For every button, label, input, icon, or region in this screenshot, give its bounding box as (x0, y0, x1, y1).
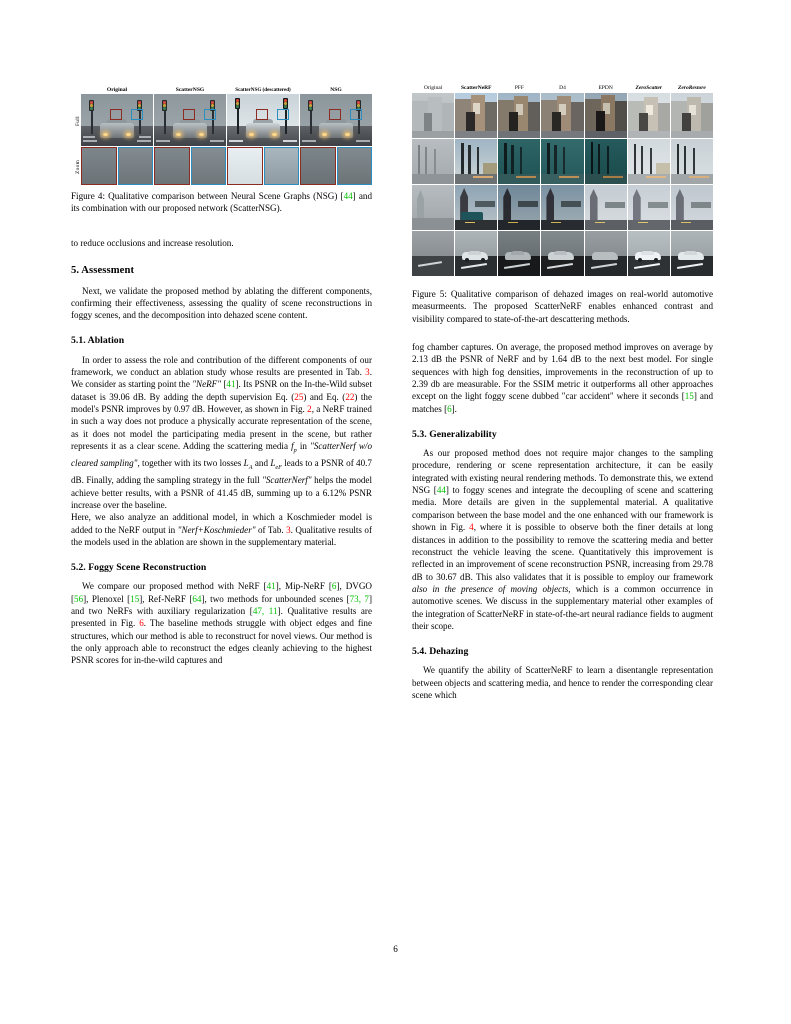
figure-4-column-headers (81, 84, 372, 94)
figure-4-row-full (75, 94, 372, 146)
xref-fig-4-right[interactable]: 4 (469, 522, 474, 533)
figure-5-cell-r1-zeroscatter (628, 93, 670, 138)
figure-4-zoom-descattered (227, 147, 299, 185)
figure-5-row-1 (412, 93, 713, 138)
figure-5-cell-r4-zerorestore (671, 231, 713, 276)
figure-5-row-2 (412, 139, 713, 184)
p52-text-e: ], Ref-NeRF [ (139, 593, 193, 604)
figure-4-caption-label: Figure 4: (71, 191, 105, 201)
heading-section-5: 5. Assessment (71, 265, 135, 277)
p1-text-i: , together with its two losses (137, 458, 244, 469)
figure-5-caption-label: Figure 5: (412, 289, 447, 299)
math-f-p-sub: p (293, 446, 297, 454)
figure-5-header-zerorestore: ZeroRestore (678, 85, 706, 91)
figure-4-header-scatternsg: ScatterNSG (175, 87, 205, 93)
figure-5-cell-r3-zerorestore (671, 185, 713, 230)
figure-5-cell-r2-epdn (585, 139, 627, 184)
figure-5-cell-r3-original (412, 185, 454, 230)
figure-4-zoom-scatternsg (154, 147, 226, 185)
section-5-paragraph: Next, we validate the proposed method by ablating the different components, confirming their effectiveness, assessing the quality of scene reconstructions in foggy scenes, and the decomposition into dehazed scene content. (71, 285, 372, 321)
figure-5-image-grid (412, 84, 713, 276)
figure-5-cell-r2-scatternerf (455, 139, 497, 184)
figure-5-row-4 (412, 231, 713, 276)
figure-4-caption-text-1: Qualitative comparison between Neural Scene Graphs (NSG) [ (105, 191, 344, 201)
figure-4-cell-nsg-full (300, 94, 372, 146)
italic-scatternerf-wo-cleared-sampling: "ScatterNerf w/o cleared sampling" (71, 440, 372, 469)
citation-15[interactable]: 15 (130, 593, 140, 604)
citation-47-11[interactable]: 47, 11 (252, 606, 278, 617)
p1-text-j: and (252, 458, 271, 469)
figure-4-image-grid (71, 84, 372, 177)
heading-section-5-4: 5.4. Dehazing (412, 645, 469, 657)
orphan-line: to reduce occlusions and increase resolution. (71, 237, 234, 248)
p53-text-c: , where it is possible to observe both the finer details at long distances in addition to the possibility to remove the scattering media and better reconstruct the vehicle leaving the scene. Quantitatively this improvement is reflected in an improvement of scene reconstruction PSNR, increasing from 29.78 dB to 30.67 dB. This also validates that it is possible to employ our framework (412, 522, 713, 582)
p1-text-b: . We consider as starting point the (71, 366, 372, 390)
citation-44-right[interactable]: 44 (436, 485, 446, 496)
p52-text-h: ]. Qualitative results are presented in Fig. (71, 606, 372, 629)
p53-text-d: , which is a common occurrence in automotive scenes. We discuss in the supplementary material other examples of the integration of ScatterNeRF in state-of-the-art neural radiance fields to augment their scope. (412, 583, 713, 631)
p52-text-d: ], Plenoxel [ (83, 593, 131, 604)
p1-text-e: ) and Eq. ( (303, 391, 346, 402)
p1-text-f: ) the model's PSNR improves by 0.97 dB. However, as shown in Fig. (71, 391, 373, 414)
citation-6[interactable]: 6 (331, 581, 337, 592)
figure-4-row-zoom (75, 147, 372, 185)
italic-nerf-koschmieder: "Nerf+Koschmieder" (177, 524, 256, 535)
p1-text-c: [ (221, 379, 227, 390)
heading-section-5-1: 5.1. Ablation (71, 335, 125, 347)
math-L-A (243, 458, 253, 471)
figure-4-row-label-full: Full (75, 116, 81, 126)
rc-text-c: ]. (451, 403, 457, 414)
figure-4-cell-scatternsg-descattered-full (227, 94, 299, 146)
p52-text-c: ], DVGO [ (71, 581, 372, 604)
citation-15-right[interactable]: 15 (684, 391, 694, 402)
figure-5-column-headers (412, 84, 713, 93)
section-5-3-paragraph (412, 447, 713, 632)
figure-5-cell-r2-zerorestore (671, 139, 713, 184)
figure-5-cell-r4-epdn (585, 231, 627, 276)
figure-4-caption-text-2: ] and its combination with our proposed network (ScatterNSG). (71, 191, 372, 214)
figure-4-rows (75, 94, 372, 185)
figure-5-header-pff: PFF (514, 85, 524, 91)
math-L-eF-sub: eF (275, 463, 282, 471)
p1-text-l: helps the model achieve better results, with a PSNR of 41.45 dB, summing up to a 6.12% PSNR increase over the baseline. (71, 475, 372, 510)
figure-4-header-scatternsg-descattered: ScatterNSG (descattered) (235, 87, 291, 93)
section-5-2-paragraph (71, 580, 372, 666)
rc-text-a: fog chamber captures. On average, the proposed method improves on average by 2.13 dB the PSNR of NeRF and by 1.64 dB to the next best model. For single sequences with high fog densities, improvements in the reconstruction of up to 2.39 db are measurable. For the SSIM metric it outperforms all other approaches except on the light foggy scene dubbed "car accident" where it seconds [ (412, 342, 713, 402)
math-L-eF-base: L (270, 458, 276, 469)
heading-section-5-3: 5.3. Generalizability (412, 428, 497, 440)
xref-eq-22[interactable]: 22 (345, 391, 355, 402)
section-5-1-paragraph-2 (71, 511, 372, 548)
citation-64[interactable]: 64 (192, 593, 202, 604)
figure-5-cell-r4-d4 (541, 231, 583, 276)
figure-5-cell-r1-pff (498, 93, 540, 138)
citation-73-7[interactable]: 73, 7 (349, 593, 369, 604)
citation-6-right[interactable]: 6 (447, 403, 452, 414)
figure-4-zoom-nsg (300, 147, 372, 185)
figure-5-cell-r3-zeroscatter (628, 185, 670, 230)
figure-5-header-epdn: EPDN (598, 85, 613, 91)
citation-56[interactable]: 56 (74, 593, 84, 604)
figure-5-cell-r4-scatternerf (455, 231, 497, 276)
math-L-eF (270, 458, 282, 471)
figure-5-cell-r3-d4 (541, 185, 583, 230)
left-column (71, 84, 372, 667)
xref-fig-6[interactable]: 6 (139, 618, 144, 629)
p1-text-d: ]. Its PSNR on the In-the-Wild subset dataset is 39.06 dB. By adding the depth supervision Eq. ( (71, 379, 372, 402)
p1-text-g: , a NeRF trained in such a way does not produce a physically accurate representation of the scene, as it does not model the participating media present in the scene, but rather represents it as a clear scene. Adding the scattering media (71, 403, 372, 451)
figure-5-cell-r2-d4 (541, 139, 583, 184)
figure-4-cell-scatternsg-full (154, 94, 226, 146)
citation-41-b[interactable]: 41 (266, 581, 276, 592)
italic-moving-objects: also in the presence of moving objects (412, 583, 569, 594)
figure-5-row-3 (412, 185, 713, 230)
figure-4-zoom-original (81, 147, 153, 185)
figure-5-cell-r1-original (412, 93, 454, 138)
xref-fig-2[interactable]: 2 (307, 403, 312, 414)
figure-4-caption (71, 190, 372, 215)
p53-text-b: ] to foggy scenes and integrate the decoupling of scene and scattering media. More details are given in the supplemental material. A qualitative comparison between the base model and the one enhanced with our framework is shown in Fig. (412, 485, 714, 533)
xref-tab-3[interactable]: 3 (365, 366, 370, 377)
p52-text-f: ], two methods for unbounded scenes [ (201, 593, 350, 604)
figure-5-cell-r3-pff (498, 185, 540, 230)
right-column (412, 84, 713, 701)
figure-5-cell-r1-zerorestore (671, 93, 713, 138)
section-5-1-paragraph-1 (71, 354, 372, 512)
math-L-A-sub: A (248, 463, 253, 471)
p52-text-i: . The baseline methods struggle with object edges and fine structures, which our method is able to reconstruct for novel views. Our method is the only approach able to reconstruct the edges cleanly achieving to the highest PSNR scores for in-the-wild captures and (71, 618, 372, 666)
p1-text-a: In order to assess the role and contribution of the different components of our framework, we conduct an ablation study whose results are presented in Tab. (71, 354, 372, 377)
xref-eq-25[interactable]: 25 (294, 391, 304, 402)
figure-4-header-original: Original (106, 87, 128, 93)
p52-text-b: ], Mip-NeRF [ (275, 581, 332, 592)
section-5-4-paragraph: We quantify the ability of ScatterNeRF to learn a disentangle representation between objects and scattering media, and hence to render the corresponding clear scene which (412, 665, 713, 700)
figure-5-header-scatternerf: ScatterNeRF (460, 85, 492, 91)
p1-text-h: in (296, 440, 311, 451)
figure-5-cell-r3-epdn (585, 185, 627, 230)
citation-41[interactable]: 41 (226, 379, 236, 390)
figure-5-cell-r2-zeroscatter (628, 139, 670, 184)
figure-5-header-original: Original (423, 85, 443, 91)
figure-5-cell-r2-pff (498, 139, 540, 184)
p2-text-a: Here, we also analyze an additional model, in which a Koschmieder model is added to the NeRF output in (71, 512, 372, 535)
figure-5-cell-r3-scatternerf (455, 185, 497, 230)
math-L-A-base: L (243, 458, 249, 469)
p1-text-k: leads to a PSNR of 40.7 dB. Finally, adding the sampling strategy in the full (71, 458, 372, 486)
figure-5-cell-r4-zeroscatter (628, 231, 670, 276)
figure-5-cell-r1-scatternerf (455, 93, 497, 138)
figure-4-cell-original-full (81, 94, 153, 146)
figure-4-row-label-zoom: Zoom (75, 159, 81, 175)
figure-5-cell-r1-epdn (585, 93, 627, 138)
figure-4-header-nsg: NSG (330, 87, 342, 93)
page-number: 6 (393, 944, 398, 954)
figure-5-cell-r4-original (412, 231, 454, 276)
p2-text-c: . Qualitative results of the models used in the ablation are shown in the supplementary material. (71, 524, 372, 547)
italic-nerf: "NeRF" (192, 379, 222, 390)
xref-tab-3-second[interactable]: 3 (286, 524, 291, 535)
heading-section-5-2: 5.2. Foggy Scene Reconstruction (71, 561, 207, 573)
figure-5-caption (412, 288, 713, 325)
right-continued-paragraph (412, 341, 713, 415)
italic-scatternerf: "ScatterNerf" (262, 475, 312, 486)
figure-5-caption-text: Qualitative comparison of dehazed images on real-world automotive measurmeents. The proposed ScatterNeRF enables enhanced contrast and visibility compared to state-of-the-art descattering methods. (412, 289, 713, 324)
figure-4-caption-citation-44[interactable]: 44 (343, 191, 353, 201)
figure-5-header-d4: D4 (559, 85, 566, 91)
figure-5-header-zeroscatter: ZeroScatter (635, 85, 663, 91)
figure-5-cell-r2-original (412, 139, 454, 184)
p53-text-a: As our proposed method does not require major changes to the sampling procedure, rendering or scene representation architecture, it can be easily integrated with existing neural rendering methods. To demonstrate this, we extend NSG [ (412, 448, 713, 496)
p52-text-a: We compare our proposed method with NeRF [ (82, 581, 267, 592)
math-f-p-base: f (291, 440, 294, 451)
figure-5-cell-r4-pff (498, 231, 540, 276)
rc-text-b: ] and matches [ (412, 391, 713, 414)
p2-text-b: of Tab. (255, 524, 287, 535)
figure-5-cell-r1-d4 (541, 93, 583, 138)
p52-text-g: ] and two NeRFs with auxiliary regularization [ (71, 593, 372, 617)
